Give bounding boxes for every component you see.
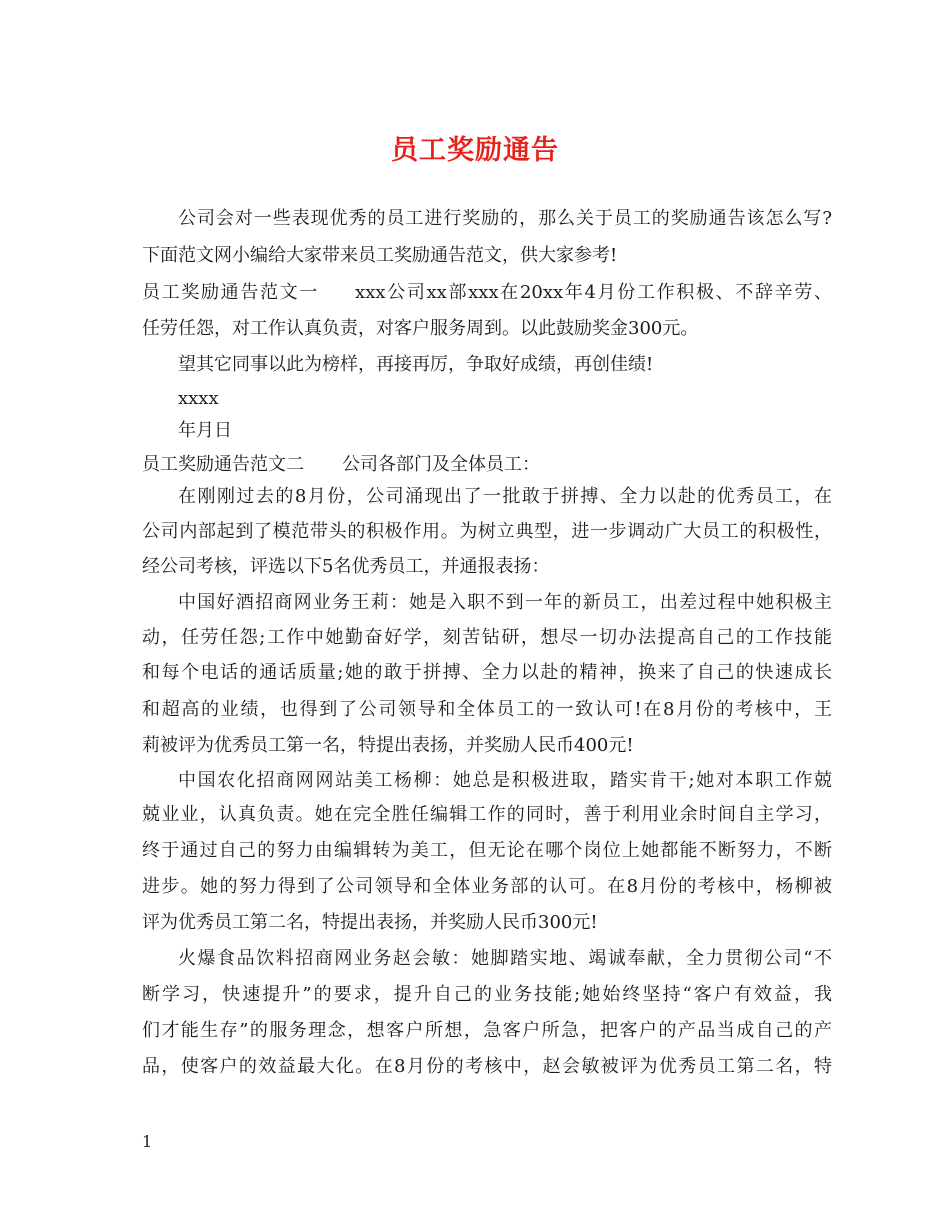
signature-line: xxxx	[178, 388, 219, 409]
paragraph-line: 评为优秀员工第二名，特提出表扬，并奖励人民币300元!	[142, 912, 598, 933]
paragraph-line: 下面范文网小编给大家带来员工奖励通告范文，供大家参考!	[142, 245, 618, 266]
paragraph-line	[142, 452, 832, 478]
paragraph-line: 在刚刚过去的8月份，公司涌现出了一批敢于拼搏、全力以赴的优秀员工，在	[178, 486, 832, 507]
paragraph-line: 任劳任怨，对工作认真负责，对客户服务周到。以此鼓励奖金300元。	[142, 318, 699, 339]
date-line: 年月日	[178, 420, 232, 441]
section-heading: 员工奖励通告范文一	[142, 282, 320, 303]
paragraph-line: 莉被评为优秀员工第一名，特提出表扬，并奖励人民币400元!	[142, 735, 634, 756]
paragraph-line: 中国好酒招商网业务王莉：她是入职不到一年的新员工，出差过程中她积极主	[178, 592, 832, 613]
paragraph-line: 火爆食品饮料招商网业务赵会敏：她脚踏实地、竭诚奉献，全力贯彻公司“不	[178, 948, 832, 969]
document-title: 员工奖励通告	[391, 135, 559, 166]
paragraph-text: xxx公司xx部xxx在20xx年4月份工作积极、不辞辛劳、	[355, 282, 833, 303]
paragraph-text: 公司各部门及全体员工：	[342, 454, 540, 475]
paragraph-line: 们才能生存”的服务理念，想客户所想，急客户所急，把客户的产品当成自己的产	[142, 1020, 832, 1041]
paragraph-line: 品，使客户的效益最大化。在8月份的考核中，赵会敏被评为优秀员工第二名，特	[142, 1056, 832, 1077]
paragraph-line: 中国农化招商网网站美工杨柳：她总是积极进取，踏实肯干;她对本职工作兢	[178, 770, 832, 791]
paragraph-line: 公司会对一些表现优秀的员工进行奖励的，那么关于员工的奖励通告该怎么写?	[178, 208, 832, 229]
page-number: 1	[142, 1132, 153, 1151]
paragraph-line: 兢业业，认真负责。她在完全胜任编辑工作的同时，善于利用业余时间自主学习，	[142, 804, 832, 825]
paragraph-line: 和每个电话的通话质量;她的敢于拼搏、全力以赴的精神，换来了自己的快速成长	[142, 662, 832, 683]
paragraph-line: 断学习，快速提升”的要求，提升自己的业务技能;她始终坚持“客户有效益，我	[142, 984, 832, 1005]
paragraph-line: 进步。她的努力得到了公司领导和全体业务部的认可。在8月份的考核中，杨柳被	[142, 876, 832, 897]
paragraph-line: 公司内部起到了模范带头的积极作用。为树立典型，进一步调动广大员工的积极性，	[142, 521, 832, 542]
paragraph-line: 动，任劳任怨;工作中她勤奋好学，刻苦钻研，想尽一切办法提高自己的工作技能	[142, 627, 832, 648]
paragraph-line: 经公司考核，评选以下5名优秀员工，并通报表扬：	[142, 556, 550, 577]
paragraph-line	[142, 280, 832, 306]
paragraph-line: 终于通过自己的努力由编辑转为美工，但无论在哪个岗位上她都能不断努力，不断	[142, 840, 832, 861]
paragraph-line: 望其它同事以此为榜样，再接再厉，争取好成绩，再创佳绩!	[178, 354, 654, 375]
paragraph-line: 和超高的业绩，也得到了公司领导和全体员工的一致认可!在8月份的考核中，王	[142, 699, 832, 720]
section-heading: 员工奖励通告范文二	[142, 454, 304, 475]
